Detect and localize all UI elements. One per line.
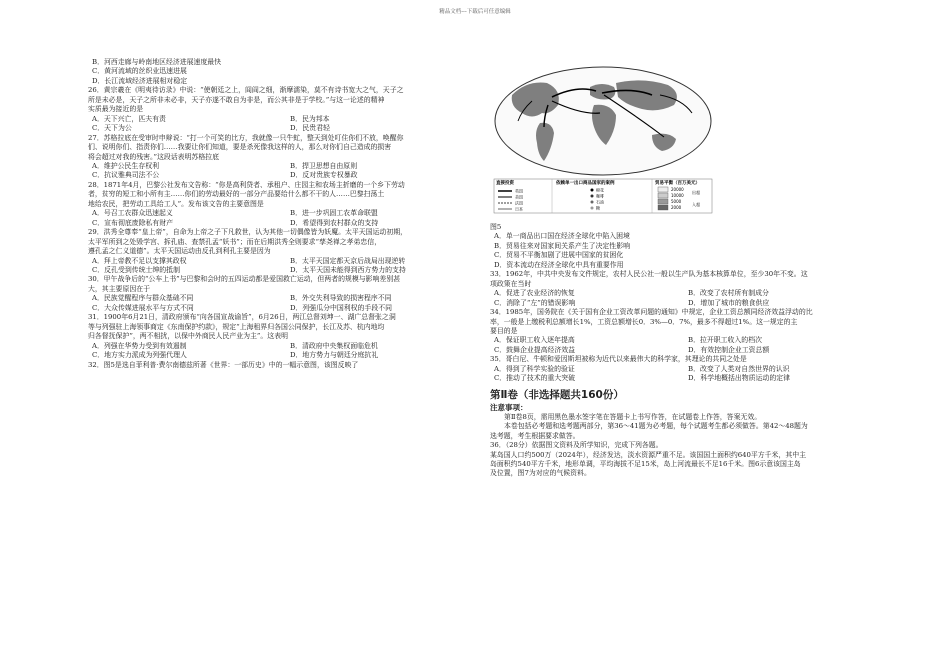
- figure-5-label: 图5: [490, 223, 502, 231]
- q29-option-a: A．拜上帝教不足以支撑其政权: [92, 256, 187, 265]
- map-legend-item: 石油: [596, 199, 604, 205]
- q34-stem-line: 率，一般是上缴税利总额增长1%，工资总额增长0．3%—0．7%，最多不得超过1%。这一规定的主: [490, 317, 798, 326]
- q28-stem-line: 者，贫穷的短工和小所有主……你们的劳动最好的一部分产品要给什么都不干的人……巴黎扫荡土: [88, 190, 385, 199]
- q33-stem-line: 33．1962年，中共中央发布文件规定，农村人民公社一般以生产队为基本核算单位，至少30年不变。这: [490, 270, 808, 279]
- q29-stem-line: 太平军所到之处毁学宫、拆孔庙、查禁孔孟“妖书”；而在后期洪秀全则要求“孳尧禅之孝弟忠信，: [88, 237, 382, 246]
- q26-option-c: C．天下为公: [92, 124, 132, 133]
- q34-option-d: D．有效控制企业工资总额: [688, 345, 770, 354]
- map-legend-item: 出超: [692, 190, 700, 195]
- section-2-title: 第Ⅱ卷（非选择题共160份）: [490, 388, 624, 401]
- question-36: [490, 441, 882, 479]
- q26-options-row: [88, 115, 488, 124]
- q27-stem-line: 27．苏格拉底在受审时申辩说：“打一个可笑的比方，我就像一只牛虻，整天到处叮住你们不放，唤醒你: [88, 133, 404, 142]
- q26-option-d: D．民贵君轻: [290, 124, 330, 133]
- q36-stem-line: 及位置，图7为对应的气候资料。: [490, 469, 591, 478]
- q35-option-c: C．推动了技术的重大突破: [494, 374, 576, 383]
- notice-title: 注意事项：: [490, 402, 528, 412]
- q36-stem-line: 36．（28分）依据图文资料及所学知识，完成下列各题。: [490, 441, 663, 450]
- right-column: [490, 65, 882, 479]
- question-27: [88, 134, 488, 181]
- q31-option-d: D．地方势力与朝廷分庭抗礼: [290, 351, 379, 360]
- q32-option-a: A．单一商品出口国在经济全球化中陷入困境: [494, 232, 630, 241]
- q26-stem-line: 所是未必是，天子之所非未必非，天子亦遂不敢自为非是，而公其非是于学校。”与这一论述的精神: [88, 95, 385, 104]
- question-31: [88, 313, 488, 360]
- notice-body: [490, 413, 882, 441]
- q31-options-row: [88, 342, 488, 351]
- question-26: [88, 86, 488, 133]
- q25-option-b: B．河西走廊与岭南地区经济进展速度最快: [92, 58, 222, 66]
- q35-options-row: [490, 374, 882, 383]
- notice-line: 本卷包括必考题和选考题两部分，第36～41题为必考题，每个试题考生都必须做答。第42～48题为: [504, 422, 808, 431]
- q30-option-a: A．民族觉醒程序与群众基础不同: [92, 294, 194, 303]
- q26-option-a: A．天下兴亡，匹夫有责: [92, 114, 166, 123]
- world-trade-map-figure: [492, 65, 714, 215]
- map-legend-item: 法国: [515, 200, 523, 206]
- map-legend-item: 棉花: [596, 187, 604, 193]
- q32-option-d: D．资本流动在经济全球化中具有重要作用: [494, 260, 624, 269]
- q29-stem-line: 29．洪秀全尊奉“皇上帝”，自命为上帝之子下凡救世，认为其他一切偶像皆为妖魔。太平天国运动初期，: [88, 228, 407, 237]
- q30-option-d: D．列强瓜分中国利权的手段不同: [290, 303, 392, 312]
- map-legend-item: 英国: [515, 188, 523, 194]
- map-legend-col2-title: 依赖单一出口商品国家的案例: [556, 181, 615, 186]
- q28-stem-line: 28．1871年4月，巴黎公社发布文告称：“你是高利贷者、承租户、庄园主和农场主折磨的一个乡下劳动: [88, 180, 405, 189]
- question-32: [88, 361, 488, 370]
- page-header: 精品文档---下载后可任意编辑: [439, 9, 511, 15]
- q36-stem-line: 某岛国人口约500万（2024年），经济发达，淡水资源严重不足。该国国土面积约640平方千米，其中主: [490, 450, 807, 459]
- map-legend-col1-title: 直接投资: [496, 181, 514, 186]
- left-column: [88, 58, 488, 370]
- q30-options-row: [88, 294, 488, 303]
- q31-option-c: C．地方实力派成为列强代理人: [92, 351, 187, 360]
- q32-option-b: B．贸易往来对国家间关系产生了决定性影响: [494, 241, 630, 250]
- question-33: [490, 270, 882, 308]
- q25-tail-options: [88, 58, 488, 86]
- q30-option-c: C．大众传媒进展水平与方式不同: [92, 303, 194, 312]
- q33-stem-line: 项政策在当时: [490, 279, 532, 288]
- q35-option-b: B．改变了人类对自然世界的认识: [688, 364, 790, 373]
- q31-stem-line: 归各督抚保护”，两不相扰，以保中外商民人民产业为主”。这表明: [88, 332, 288, 341]
- q29-stem-line: 遵孔孟之仁义道德”。太平天国运动由反孔到利孔主要是因为: [88, 247, 271, 256]
- q32-option-c: C．贸易不平衡加剧了进展中国家的贫困化: [494, 251, 624, 260]
- q32-stem-line: 32．图5是选自菲利普·费尔南德兹所著《世界：一部历史》中的一幅示意图，该图反映了: [88, 360, 359, 369]
- question-35: [490, 355, 882, 383]
- q28-option-d: D．希望得到农村群众的支持: [290, 218, 379, 227]
- q34-option-c: C．鼓舞企业提高经济效益: [494, 345, 576, 354]
- question-30: [88, 275, 488, 313]
- map-legend-item: 美国: [515, 194, 523, 200]
- q35-option-a: A．得到了科学实验的验证: [494, 364, 575, 373]
- q28-options-row: [88, 219, 488, 228]
- q27-option-a: A．维护公民生存权利: [92, 161, 159, 170]
- q29-options-row: [88, 266, 488, 275]
- map-legend-col3-title: 贸易平衡（百万美元）: [655, 181, 700, 186]
- q33-options-row: [490, 289, 882, 298]
- q33-option-d: D．增加了城市的粮食供应: [688, 298, 770, 307]
- q28-stem-line: 地给农民，把劳动工具给工人”。发布该文告的主要意图是: [88, 199, 264, 208]
- q28-option-a: A．号召工农群众迅速起义: [92, 209, 173, 218]
- q27-option-b: B．捍卫思想自由原则: [290, 161, 358, 170]
- q33-option-b: B．改变了农村所有制成分: [688, 289, 769, 298]
- world-map-illustration: [492, 65, 714, 215]
- q27-option-c: C．抗议雅典司法不公: [92, 171, 160, 180]
- notice-line: 第Ⅱ卷8页，需用黑色墨水签字笔在答题卡上书写作答，在试题卷上作答，答案无效。: [504, 412, 762, 421]
- question-34: [490, 308, 882, 355]
- map-legend-item: 5000: [671, 199, 682, 204]
- q34-option-b: B．拉开职工收入的档次: [688, 336, 762, 345]
- map-legend-item: 入超: [692, 202, 700, 207]
- q34-option-a: A．保证职工收入逐年提高: [494, 336, 575, 345]
- q26-options-row: [88, 124, 488, 133]
- q27-option-d: D．反对贵族专权暴政: [290, 171, 358, 180]
- q27-stem-line: 们、说明你们、指责你们……我要让你们知道，要是杀死像我这样的人，那么对你们自己造成的损害: [88, 143, 392, 152]
- q29-option-b: B．太平天国定都天京后战局出现逆转: [290, 256, 406, 265]
- q30-option-b: B．外交失利导致的损害程序不同: [290, 294, 392, 303]
- map-legend-item: 日本: [515, 206, 523, 212]
- map-legend-item: 咖啡: [596, 193, 604, 199]
- q34-options-row: [490, 336, 882, 345]
- q28-option-c: C．宣布彻底废除私有财产: [92, 218, 174, 227]
- q29-options-row: [88, 257, 488, 266]
- q29-option-c: C．反孔受到传统士绅的抵制: [92, 265, 180, 274]
- q36-stem-line: 岛面积约540平方千米，地形单调，平均海拔不足15米，岛上河流最长不足16千米。图6示意该国主岛: [490, 459, 801, 468]
- q35-option-d: D．科学地概括出物质运动的定律: [688, 374, 790, 383]
- q33-option-a: A．促进了农业经济的恢复: [494, 289, 575, 298]
- q34-stem-line: 34．1985年，国务院在《关于国有企业工资改革问题的通知》中规定，企业工资总额同经济效益浮动的比: [490, 308, 813, 317]
- question-29: [88, 228, 488, 275]
- q31-options-row: [88, 351, 488, 360]
- q30-stem-line: 30．甲午战争后的“公车上书”与巴黎和会时的五四运动都是爱国救亡运动，但两者的规模与影响差别甚: [88, 275, 401, 284]
- q25-option-d: D．长江流域经济进展相对稳定: [92, 76, 188, 85]
- q30-stem-line: 大，其主要原因在于: [88, 284, 151, 293]
- q33-option-c: C．消除了“左”的错误影响: [494, 298, 576, 307]
- q28-option-b: B．进一步巩固工农革命联盟: [290, 209, 378, 218]
- q34-stem-line: 要目的是: [490, 326, 518, 335]
- notice-line: 选考题，考生根据要求做答。: [490, 431, 580, 440]
- q31-stem-line: 等与列强驻上海领事商定《东南保护约款》，规定“上海租界归各国公同保护，长江及苏、杭内地均: [88, 322, 385, 331]
- q33-options-row: [490, 299, 882, 308]
- q34-options-row: [490, 346, 882, 355]
- map-legend-item: 2000: [671, 205, 682, 210]
- q27-options-row: [88, 171, 488, 180]
- q25-option-c: C．黄河流域的丝织业迅速进展: [92, 67, 187, 76]
- q26-stem-line: 26．黄宗羲在《明夷待访录》中说：“使朝廷之上，闾阎之细，渐摩濡染，莫不有诗书宽大之气，天子之: [88, 86, 404, 95]
- q28-options-row: [88, 209, 488, 218]
- q31-stem-line: 31．1900年6月21日，清政府颁布“向各国宣战谕旨”，6月26日，两江总督刘坤一、湖广总督张之洞: [88, 313, 396, 322]
- q30-options-row: [88, 304, 488, 313]
- q26-stem-line: 实质最为接近的是: [88, 105, 144, 114]
- q31-option-b: B．清政府中央集权面临危机: [290, 341, 378, 350]
- map-legend-item: 20000: [671, 187, 684, 192]
- q29-option-d: D．太平天国未能得到西方势力的支持: [290, 265, 406, 274]
- map-legend-item: 10000: [671, 193, 684, 198]
- q31-option-a: A．列强在华势力受到有效遏制: [92, 341, 187, 350]
- map-legend-item: 糖: [596, 205, 600, 211]
- q35-options-row: [490, 365, 882, 374]
- question-28: [88, 181, 488, 228]
- q35-stem-line: 35．哥白尼、牛顿和爱因斯坦被称为近代以来最伟大的科学家，其理论的共同之处是: [490, 355, 747, 364]
- q27-stem-line: 将会超过对我的残害。”这段话表明苏格拉底: [88, 152, 219, 161]
- q26-option-b: B．民为邦本: [290, 114, 330, 123]
- q32-options: [490, 232, 882, 270]
